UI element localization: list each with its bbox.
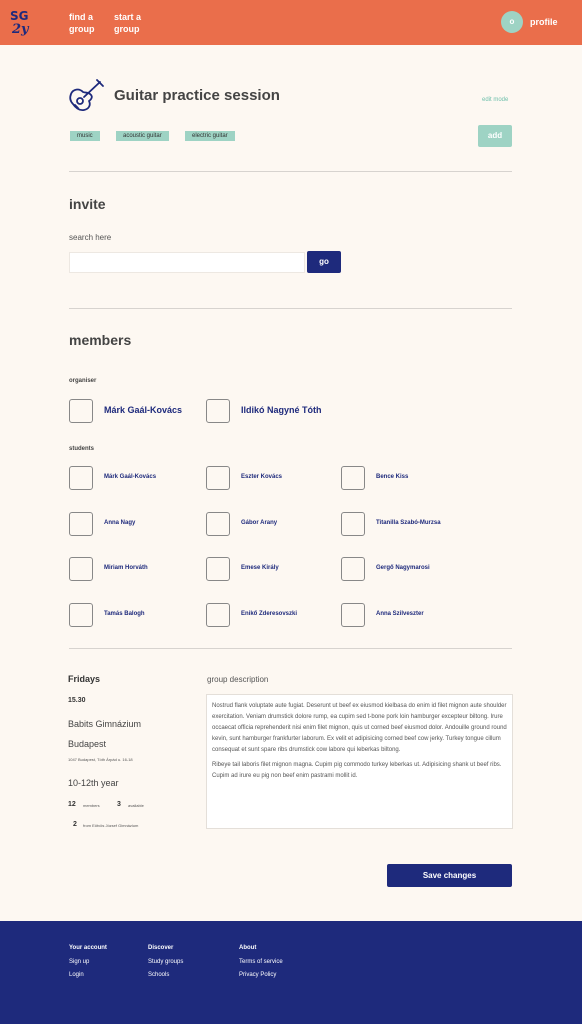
invite-heading: invite (69, 196, 106, 212)
footer-column-discover (148, 945, 183, 985)
description-paragraph: Nostrud flank voluptate aute fugiat. Deserunt ut beef ex eiusmod kielbasa do enim id filet mignon aute shoulder exercitation. Veniam drumstick dolore rump, ea cupim sed t-bone pork loin hamburger excepteur biltong. Irure occaecat officia reprehenderit nisi enim filet mignon, quis ut corned beef eiusmod dolor. Andouille ground round kevin, sunt hamburger frankfurter laborum. Ex velit et adipisicing corned beef cow jerky. Turkey tongue cillum consequat et sunt spare ribs drumstick cow labore qui leberkas biltong. (212, 703, 507, 753)
guitar-icon (67, 78, 105, 114)
tag-music[interactable]: music (70, 131, 100, 141)
nav-start-group-line1: start a (114, 12, 142, 22)
footer-heading: About (239, 945, 257, 951)
members-count: 12 (68, 801, 76, 808)
member-name[interactable]: Emese Király (241, 565, 279, 571)
other-school-label: from Eötvös József Gimnázium (83, 823, 139, 828)
logo-bottom-text: 2y (12, 22, 29, 37)
school-name: Babits Gimnázium (68, 719, 142, 729)
members-heading: members (69, 332, 132, 348)
nav-start-group-line2: group (114, 24, 140, 34)
member-avatar-checkbox[interactable] (206, 603, 230, 627)
member-avatar-checkbox[interactable] (341, 466, 365, 490)
member-avatar-checkbox[interactable] (69, 466, 93, 490)
member-avatar-checkbox[interactable] (69, 557, 93, 581)
organiser-label: organiser (69, 378, 97, 384)
available-count-label: available (128, 803, 144, 808)
divider (69, 648, 512, 649)
save-changes-button[interactable]: Save changes (387, 864, 512, 887)
other-school-count: 2 (73, 821, 77, 828)
search-label: search here (69, 233, 112, 242)
meeting-time: 15.30 (68, 697, 86, 704)
divider (69, 171, 512, 172)
top-bar (0, 0, 582, 45)
footer-link-privacy[interactable]: Privacy Policy (239, 972, 277, 978)
member-avatar-checkbox[interactable] (341, 603, 365, 627)
member-avatar-checkbox[interactable] (69, 603, 93, 627)
meeting-day: Fridays (68, 674, 101, 684)
city-name: Budapest (68, 739, 107, 749)
member-name[interactable]: Márk Gaál-Kovács (104, 474, 157, 480)
member-name[interactable]: Anna Nagy (104, 520, 136, 526)
member-name[interactable]: Bence Kiss (376, 474, 409, 480)
footer-link-study-groups[interactable]: Study groups (148, 959, 184, 965)
logo-top-text: SG (10, 9, 29, 23)
member-avatar-checkbox[interactable] (341, 512, 365, 536)
go-button[interactable]: go (307, 251, 341, 273)
member-avatar-checkbox[interactable] (69, 512, 93, 536)
member-avatar-checkbox[interactable] (206, 557, 230, 581)
profile-link[interactable]: profile (530, 17, 558, 27)
member-name[interactable]: Gábor Arany (241, 520, 278, 526)
member-name[interactable]: Eszter Kovács (241, 474, 283, 480)
grade-range: 10-12th year (68, 778, 119, 788)
member-name[interactable]: Gergő Nagymarosi (376, 565, 430, 571)
edit-mode-link[interactable]: edit mode (482, 97, 509, 103)
description-textarea[interactable] (206, 694, 513, 829)
nav-find-group[interactable] (69, 11, 113, 35)
session-title: Guitar practice session (114, 87, 280, 104)
member-name[interactable]: Enikő Zderesovszki (241, 611, 298, 617)
nav-find-group-line1: find a (69, 12, 93, 22)
footer-heading: Your account (69, 945, 107, 951)
description-paragraph: Ribeye tail laboris filet mignon magna. Cupim pig commodo turkey leberkas ut. Adipisicing shank ut beef ribs. Cupim ad irure eu pig non beef enim pastrami mollit id. (212, 762, 502, 779)
footer-column-about (239, 945, 283, 985)
footer-link-login[interactable]: Login (69, 972, 84, 978)
member-name[interactable]: Miriam Horváth (104, 565, 148, 571)
member-avatar-checkbox[interactable] (69, 399, 93, 423)
nav-find-group-line2: group (69, 24, 95, 34)
member-avatar-checkbox[interactable] (206, 466, 230, 490)
students-label: students (69, 446, 95, 452)
member-avatar-checkbox[interactable] (341, 557, 365, 581)
app-logo[interactable] (10, 9, 36, 39)
footer-link-terms[interactable]: Terms of service (239, 959, 283, 965)
footer (0, 921, 582, 1024)
member-name[interactable]: Tamás Balogh (104, 611, 145, 617)
footer-column-account (69, 945, 107, 985)
nav-start-group[interactable] (114, 11, 158, 35)
tag-electric-guitar[interactable]: electric guitar (185, 131, 235, 141)
member-name[interactable]: Anna Szilveszter (376, 611, 424, 617)
available-count: 3 (117, 801, 121, 808)
member-avatar-checkbox[interactable] (206, 512, 230, 536)
avatar[interactable]: o (501, 11, 523, 33)
tag-acoustic-guitar[interactable]: acoustic guitar (116, 131, 169, 141)
address-text: 1047 Budapest, Tóth Árpád u. 16-18 (68, 757, 133, 762)
member-name[interactable]: Ildikó Nagyné Tóth (241, 405, 322, 415)
members-count-label: members (83, 803, 100, 808)
member-name[interactable]: Titanilla Szabó-Murzsa (376, 520, 441, 526)
member-avatar-checkbox[interactable] (206, 399, 230, 423)
search-input[interactable] (69, 252, 305, 273)
divider (69, 308, 512, 309)
footer-link-sign-up[interactable]: Sign up (69, 959, 90, 965)
add-tag-button[interactable]: add (478, 125, 512, 147)
footer-link-schools[interactable]: Schools (148, 972, 170, 978)
member-name[interactable]: Márk Gaál-Kovács (104, 405, 183, 415)
description-label: group description (207, 675, 269, 684)
footer-heading: Discover (148, 945, 174, 951)
